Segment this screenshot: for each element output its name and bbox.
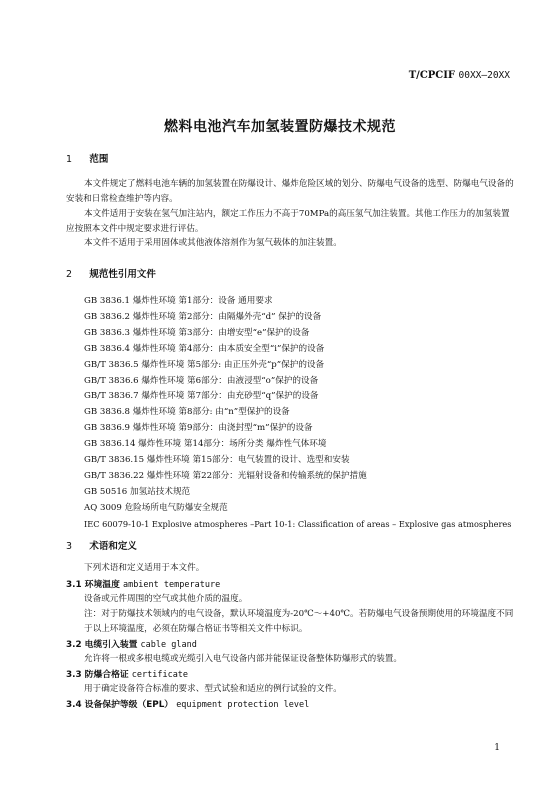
document-title: 燃料电池汽车加氢装置防爆技术规范 <box>164 119 396 135</box>
reference-item: GB 3836.4 爆炸性环境 第4部分：由本质安全型“i”保护的设备 <box>84 343 325 354</box>
term-chinese: 环境温度 <box>84 580 120 590</box>
reference-item: IEC 60079-10-1 Explosive atmospheres –Part 10-1: Classification of areas – Explosive gas atmospheres <box>84 518 512 529</box>
term-chinese: 电缆引入装置 <box>84 640 138 650</box>
term-definition: 允许将一根或多根电缆或光缆引入电气设备内部并能保证设备整体防爆形式的装置。 <box>84 654 402 664</box>
section-title: 术语和定义 <box>89 541 137 552</box>
paragraph: 本文件不适用于采用固体或其他液体溶剂作为氢气载体的加注装置。 <box>84 238 342 248</box>
reference-item: GB 3836.1 爆炸性环境 第1部分：设备 通用要求 <box>84 296 273 306</box>
term-number: 3.2 <box>66 640 82 650</box>
reference-item: GB/T 3836.15 爆炸性环境 第15部分：电气装置的设计、选型和安装 <box>84 455 350 466</box>
reference-item: GB/T 3836.22 爆炸性环境 第22部分：光辐射设备和传输系统的保护措施 <box>84 470 367 481</box>
term-heading <box>66 697 309 710</box>
reference-item: GB 3836.3 爆炸性环境 第3部分：由增安型“e”保护的设备 <box>84 327 310 338</box>
paragraph: 本文件规定了燃料电池车辆的加氢装置在防爆设计、爆炸危险区域的划分、防爆电气设备的选型、防爆电气设备的安装和日常检查维护等内容。 <box>66 179 514 204</box>
section-title: 规范性引用文件 <box>89 269 156 280</box>
term-english: ambient temperature <box>122 580 221 590</box>
page-number: 1 <box>494 743 500 753</box>
standard-prefix: T/CPCIF <box>408 70 456 81</box>
term-chinese: 设备保护等级（EPL） <box>84 700 174 710</box>
reference-item: GB/T 3836.5 爆炸性环境 第5部分: 由正压外壳“p”保护的设备 <box>84 359 325 370</box>
reference-item: GB 3836.14 爆炸性环境 第14部分：场所分类 爆炸性气体环境 <box>84 439 327 450</box>
reference-item: GB 3836.2 爆炸性环境 第2部分：由隔爆外壳“d” 保护的设备 <box>84 311 322 322</box>
reference-item: GB/T 3836.6 爆炸性环境 第6部分：由液浸型“o”保护的设备 <box>84 375 319 386</box>
reference-list <box>84 294 511 533</box>
term-heading <box>66 667 188 680</box>
standard-number: 00XX—20XX <box>458 70 510 81</box>
term-english: cable gland <box>140 640 197 650</box>
section-title: 范围 <box>89 154 109 165</box>
paragraph: 本文件适用于安装在氢气加注站内，额定工作压力不高于70MPa的高压氢气加注装置。其他工作压力的加氢装置应按照本文件中规定要求进行评估。 <box>66 209 510 234</box>
term-chinese: 防爆合格证 <box>84 670 129 680</box>
term-number: 3.1 <box>66 580 82 590</box>
term-definition: 用于确定设备符合标准的要求、型式试验和适应的例行试验的文件。 <box>84 684 342 694</box>
term-note: 注：对于防爆技术领域内的电气设备，默认环境温度为-20℃～+40℃。若防爆电气设备预期使用的环境温度不同于以上环境温度，必须在防爆合格证书等相关文件中标识。 <box>84 609 514 634</box>
term-number: 3.3 <box>66 670 82 680</box>
section-heading-terms <box>66 538 137 552</box>
section-heading-normative-references <box>66 266 156 280</box>
terms-intro: 下列术语和定义适用于本文件。 <box>84 563 205 573</box>
term-english: certificate <box>131 670 189 680</box>
section-heading-scope <box>66 151 108 165</box>
section-number: 2 <box>66 269 73 280</box>
reference-item: GB 50516 加氢站技术规范 <box>84 486 191 497</box>
reference-item: GB 3836.9 爆炸性环境 第9部分：由浇封型“m”保护的设备 <box>84 423 313 434</box>
section-number: 3 <box>66 541 73 552</box>
reference-item: GB 3836.8 爆炸性环境 第8部分: 由“n”型保护的设备 <box>84 407 290 418</box>
reference-item: GB/T 3836.7 爆炸性环境 第7部分：由充砂型“q”保护的设备 <box>84 391 319 402</box>
term-definition: 设备或元件周围的空气或其他介质的温度。 <box>84 594 248 604</box>
term-number: 3.4 <box>66 700 82 710</box>
term-heading <box>66 577 220 590</box>
section-number: 1 <box>66 154 73 165</box>
standard-code <box>409 70 510 81</box>
term-english: equipment protection level <box>176 700 310 710</box>
reference-item: AQ 3009 危险场所电气防爆安全规范 <box>84 502 228 513</box>
term-heading <box>66 637 197 650</box>
